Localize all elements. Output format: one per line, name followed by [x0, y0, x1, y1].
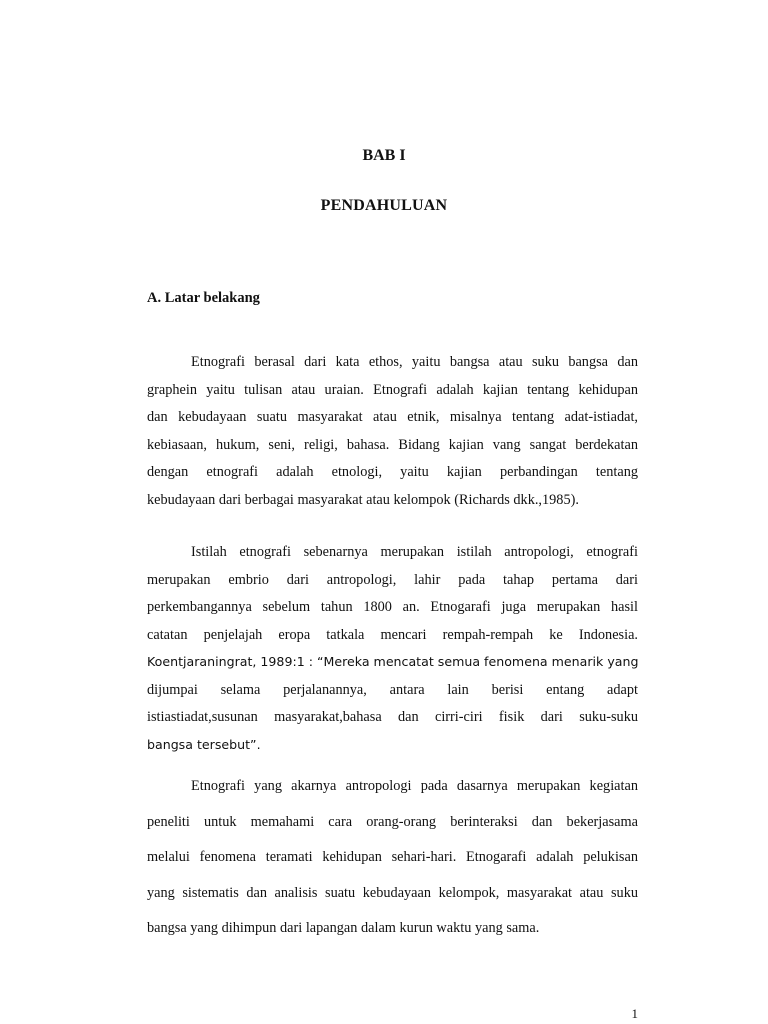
paragraph-line: merupakan embrio dari antropologi, lahir pada tahap pertama dari: [147, 571, 638, 588]
paragraph-line: peneliti untuk memahami cara orang-orang berinteraksi dan bekerjasama: [147, 813, 638, 830]
paragraph-line: catatan penjelajah eropa tatkala mencari rempah-rempah ke Indonesia.: [147, 626, 638, 643]
section-heading: A. Latar belakang: [147, 290, 260, 306]
chapter-title: PENDAHULUAN: [320, 197, 448, 214]
paragraph-line: kebudayaan dari berbagai masyarakat atau kelompok (Richards dkk.,1985).: [147, 491, 579, 508]
paragraph-line: Koentjaraningrat, 1989:1 : “Mereka mencatat semua fenomena menarik yang: [147, 654, 639, 669]
paragraph-line: Istilah etnografi sebenarnya merupakan istilah antropologi, etnografi: [191, 544, 638, 560]
paragraph-line: graphein yaitu tulisan atau uraian. Etnografi adalah kajian tentang kehidupan: [147, 381, 638, 398]
page-number: 1: [631, 1006, 638, 1021]
paragraph-line: dengan etnografi adalah etnologi, yaitu kajian perbandingan tentang: [147, 464, 638, 481]
paragraph-line: bangsa yang dihimpun dari lapangan dalam kurun waktu yang sama.: [147, 920, 540, 936]
paragraph-line: kebiasaan, hukum, seni, religi, bahasa. Bidang kajian vang sangat berdekatan: [147, 436, 638, 453]
paragraph-line: Etnografi berasal dari kata ethos, yaitu bangsa atau suku bangsa dan: [191, 354, 638, 370]
paragraph-3: [147, 778, 638, 956]
chapter-number: BAB I: [362, 147, 406, 164]
paragraph-line: bangsa tersebut”.: [147, 736, 261, 752]
paragraph-line: dan kebudayaan suatu masyarakat atau etnik, misalnya tentang adat-istiadat,: [147, 409, 638, 426]
paragraph-line: melalui fenomena teramati kehidupan sehari-hari. Etnogarafi adalah pelukisan: [147, 849, 638, 865]
paragraph-1: [147, 354, 638, 520]
paragraph-line: perkembangannya sebelum tahun 1800 an. Etnogarafi juga merupakan hasil: [147, 599, 638, 615]
paragraph-2: [147, 544, 638, 764]
paragraph-line: Etnografi yang akarnya antropologi pada dasarnya merupakan kegiatan: [191, 778, 638, 794]
paragraph-line: dijumpai selama perjalanannya, antara lain berisi entang adapt: [147, 681, 638, 698]
paragraph-line: yang sistematis dan analisis suatu kebudayaan kelompok, masyarakat atau suku: [147, 884, 638, 901]
paragraph-line: istiastiadat,susunan masyarakat,bahasa dan cirri-ciri fisik dari suku-suku: [147, 709, 638, 725]
